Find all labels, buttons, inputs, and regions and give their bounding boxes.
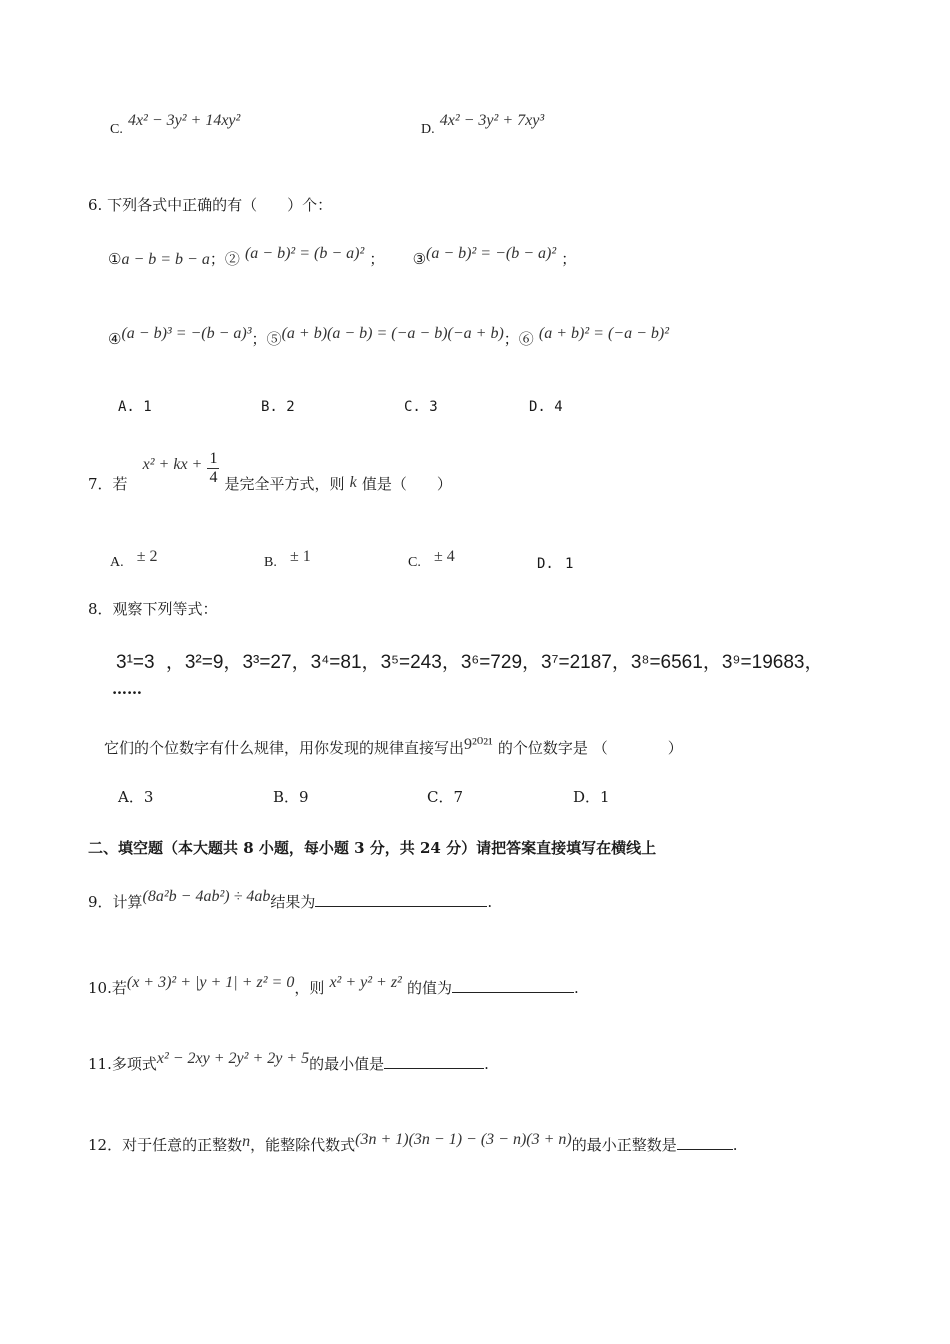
q6-stem: 6. 下列各式中正确的有（ ）个： xyxy=(88,196,333,214)
q6-item4-expr: (a − b)³ = −(b − a)³ xyxy=(121,325,252,342)
q7-opt-d-value: 1 xyxy=(564,556,574,572)
q6-sep-4: ； xyxy=(251,330,267,348)
q8-option-d: D．1 xyxy=(573,788,610,806)
q10-answer-blank[interactable] xyxy=(452,976,574,993)
q6-item2-mark: ② xyxy=(224,250,240,268)
q7-frac-den: 4 xyxy=(209,469,218,486)
q5-c-expression: 4x² − 3y² + 14xy² xyxy=(127,112,241,129)
q10-expression-2: x² + y² + z² xyxy=(329,974,402,991)
q6-option-d: D. 4 xyxy=(529,399,563,415)
q6-sep-1: ； xyxy=(209,250,225,268)
q8-power: 9²⁰²¹ xyxy=(464,736,493,753)
q9-end: . xyxy=(487,893,493,911)
q8-ellipsis: …… xyxy=(112,680,142,698)
q10-expression: (x + 3)² + |y + 1| + z² = 0 xyxy=(126,974,295,991)
q7-opt-a-label: A. xyxy=(110,555,124,570)
q8-option-b: B．9 xyxy=(273,788,309,806)
q9-prefix: 9．计算 xyxy=(88,893,143,911)
q6-item1-mark: ① xyxy=(108,250,122,268)
q5-option-c xyxy=(110,112,241,138)
section2-heading: 二、填空题（本大题共 8 小题，每小题 3 分，共 24 分）请把答案直接填写在横线上 xyxy=(88,839,657,857)
q12-suffix: 的最小正整数是 xyxy=(571,1136,677,1154)
q8-equations xyxy=(116,647,823,674)
q12-end: . xyxy=(732,1136,738,1154)
q8-eq-7: 3⁷=2187 xyxy=(541,652,612,673)
q12-n: n xyxy=(242,1133,251,1150)
q11-answer-blank[interactable] xyxy=(384,1052,484,1069)
q9-suffix: 结果为 xyxy=(270,893,316,911)
q8-option-a: A．3 xyxy=(118,788,154,806)
q7-opt-d-label: D. xyxy=(537,556,554,572)
q9-answer-blank[interactable] xyxy=(315,890,487,907)
q6-item6-mark: ⑥ xyxy=(518,330,534,348)
q8-question-a: 它们的个位数字有什么规律，用你发现的规律直接写出 xyxy=(104,739,465,757)
q6-item3-mark: ③ xyxy=(412,250,427,268)
q10-mid: ，则 xyxy=(294,979,325,997)
q6-item6-expr: (a + b)² = (−a − b)² xyxy=(538,325,669,342)
q6-item4-mark: ④ xyxy=(108,330,122,348)
q6-item5-mark: ⑤ xyxy=(266,330,282,348)
q6-option-a: A. 1 xyxy=(118,399,152,415)
q7-opt-c-value: ± 4 xyxy=(433,548,455,565)
q6-item1-expr: a − b = b − a xyxy=(121,251,210,268)
q11-stem xyxy=(88,1052,489,1074)
q6-item3-expr: (a − b)² = −(b − a)² xyxy=(426,245,557,262)
q6-option-b: B. 2 xyxy=(261,399,295,415)
q11-suffix: 的最小值是 xyxy=(309,1055,385,1073)
q8-eq-1: 3¹=3 xyxy=(116,652,155,673)
q8-comma-7: ， xyxy=(611,652,631,673)
q8-question xyxy=(104,737,683,758)
q12-prefix: 12．对于任意的正整数 xyxy=(88,1136,243,1154)
q8-comma-5: ， xyxy=(441,652,461,673)
q8-comma-8: ， xyxy=(702,652,722,673)
q12-mid: ，能整除代数式 xyxy=(250,1136,356,1154)
q10-end: . xyxy=(573,979,579,997)
q7-text-mid: 是完全平方式，则 xyxy=(224,475,345,493)
q11-end: . xyxy=(484,1055,489,1073)
q7-opt-b-value: ± 1 xyxy=(289,548,311,565)
q10-prefix: 10.若 xyxy=(88,979,127,997)
q7-k: k xyxy=(349,474,357,491)
q8-eq-9: 3⁹=19683 xyxy=(721,652,805,673)
q9-stem xyxy=(88,890,492,912)
q6-row-1 xyxy=(108,245,577,269)
q8-comma-6: ， xyxy=(522,652,542,673)
q8-comma-2: ， xyxy=(223,652,243,673)
q10-suffix: 的值为 xyxy=(406,979,452,997)
q8-question-b: 的个位数字是 （ ） xyxy=(497,739,683,757)
q7-stem xyxy=(88,448,452,493)
q5-c-label: C. xyxy=(110,122,123,137)
q7-opt-b-label: B. xyxy=(264,555,277,570)
q8-comma-9: ， xyxy=(804,652,824,673)
q6-sep-5: ； xyxy=(503,330,519,348)
q8-stem: 8．观察下列等式： xyxy=(88,600,218,618)
q6-row-2 xyxy=(108,325,669,349)
q9-expression: (8a²b − 4ab²) ÷ 4ab xyxy=(142,888,271,905)
q7-option-a xyxy=(110,548,158,571)
q8-comma-1: ， xyxy=(165,652,185,673)
q7-option-b xyxy=(264,548,311,571)
q8-eq-5: 3⁵=243 xyxy=(380,652,442,673)
q7-option-d xyxy=(537,553,573,572)
q11-prefix: 11.多项式 xyxy=(88,1055,157,1073)
q12-expression: (3n + 1)(3n − 1) − (3 − n)(3 + n) xyxy=(355,1131,572,1148)
q11-expression: x² − 2xy + 2y² + 2y + 5 xyxy=(156,1050,310,1067)
q8-comma-3: ， xyxy=(291,652,311,673)
q6-sep-2: ； xyxy=(369,250,385,268)
q8-eq-8: 3⁸=6561 xyxy=(630,652,703,673)
q7-text-end: 值是（ ） xyxy=(361,475,452,493)
q10-stem xyxy=(88,976,579,998)
q7-opt-c-label: C. xyxy=(408,555,421,570)
q7-opt-a-value: ± 2 xyxy=(136,548,158,565)
q8-eq-3: 3³=27 xyxy=(242,652,292,673)
q5-d-expression: 4x² − 3y² + 7xy³ xyxy=(439,112,545,129)
q12-answer-blank[interactable] xyxy=(677,1133,733,1150)
q8-eq-2: 3²=9 xyxy=(184,652,224,673)
q12-stem xyxy=(88,1133,738,1155)
q5-option-d xyxy=(421,112,545,138)
q6-item5-expr: (a + b)(a − b) = (−a − b)(−a + b) xyxy=(281,325,504,342)
q6-item2-expr: (a − b)² = (b − a)² xyxy=(244,245,365,262)
q7-fraction xyxy=(207,450,219,487)
q8-option-c: C．7 xyxy=(427,788,464,806)
q7-option-c xyxy=(408,548,455,571)
q8-comma-4: ， xyxy=(361,652,381,673)
q6-sep-3: ； xyxy=(561,250,577,268)
q7-frac-num: 1 xyxy=(209,450,218,467)
q8-eq-6: 3⁶=729 xyxy=(460,652,523,673)
q6-option-c: C. 3 xyxy=(404,399,438,415)
q5-d-label: D. xyxy=(421,122,435,137)
q7-number: 7．若 xyxy=(88,475,128,493)
q7-expr-left: x² + kx + xyxy=(142,456,203,473)
q8-eq-4: 3⁴=81 xyxy=(310,652,362,673)
